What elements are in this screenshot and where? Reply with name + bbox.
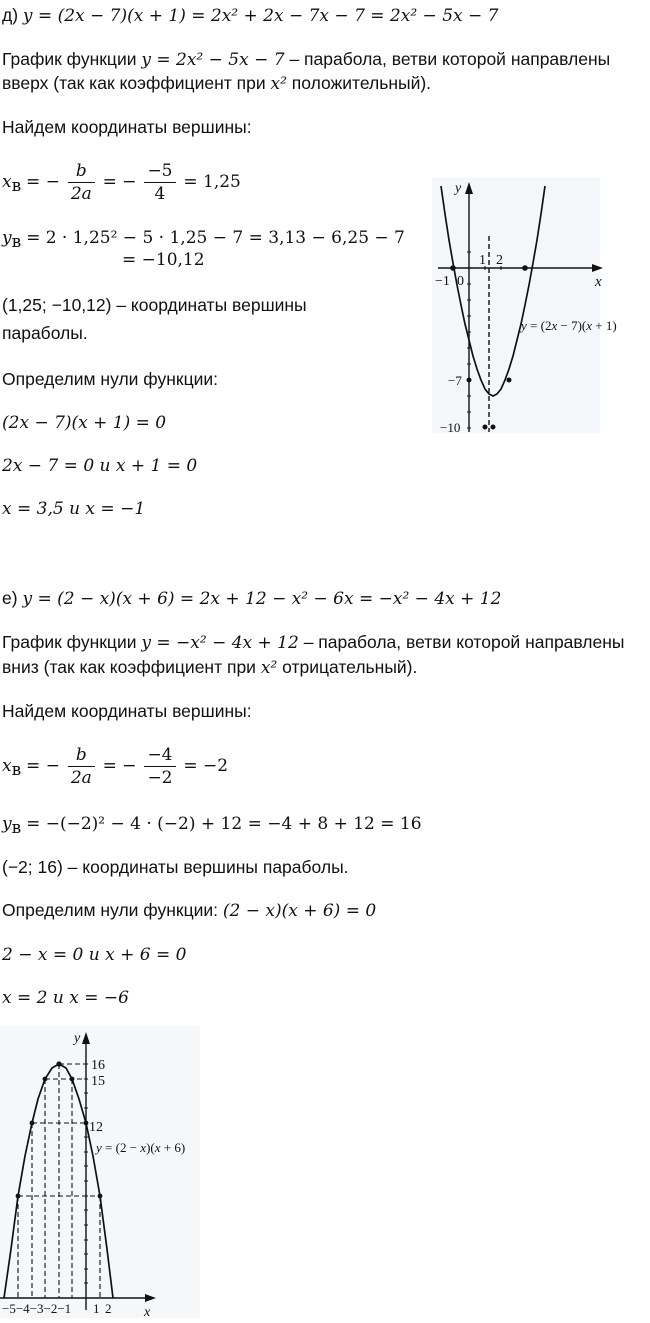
yv-symbol: y [2,228,12,248]
y-axis-label: y [74,1031,81,1046]
part-e-vertex-line: (−2; 16) – координаты вершины параболы. [2,857,349,877]
xv-subscript: в [11,176,22,197]
equals-minus: = − [102,172,137,193]
y-tick-label-neg10: −10 [440,420,461,434]
part-d-equation [2,4,498,27]
part-e-zeros-line [2,899,376,922]
zeros-equation: (2 − x)(x + 6) = 0 [222,901,377,921]
y-tick-label-12: 12 [89,1120,103,1135]
x-tick-labels: −5−4−3−2−1 [2,1301,72,1316]
xv-subscript: в [11,760,22,781]
formula: x² [270,74,287,94]
y-axis-label: y [455,181,462,196]
x-tick-label-1: 1 [479,253,486,268]
denominator: 4 [154,184,166,204]
zeros-heading: Определим нули функции: [2,900,218,920]
denominator: −2 [147,768,173,788]
part-e-label: е) [2,588,18,608]
y-tick-label-neg7: −7 [448,373,462,388]
graph-part-e [0,1024,205,1318]
equals-minus: = − [26,756,60,777]
part-d-xv-formula [2,160,241,205]
part-d-vertex-line-1: (1,25; −10,12) – координаты вершины [2,295,307,315]
yv-expression: = −(−2)² − 4 · (−2) + 12 = −4 + 8 + 12 = 16 [26,814,422,834]
part-e-equation [2,587,501,610]
formula: y = −x² − 4x + 12 [141,633,299,653]
x-tick-label-2: 2 [105,1301,112,1316]
y-tick-label-15: 15 [91,1074,105,1089]
x-tick-label-2: 2 [496,253,503,268]
text: – парабола, ветви которой направлены [303,632,625,652]
xv-symbol: x [2,172,12,193]
text: – парабола, ветви которой направлены [289,49,611,69]
fraction-b-over-2a [68,160,95,205]
numerator: b [68,744,95,767]
curve-label: y = (2 − x)(x + 6) [96,1140,186,1155]
part-e-zeros-result: x = 2 и x = −6 [2,988,129,1008]
part-d-zeros-result: x = 3,5 и x = −1 [2,499,146,519]
formula: y = 2x² − 5x − 7 [141,50,285,70]
text: График функции [2,632,137,652]
x-axis-label: x [144,1305,151,1318]
fraction-b-over-2a [68,744,95,789]
parabola-chart-e [0,1024,205,1318]
part-d-vertex-heading: Найдем координаты вершины: [2,117,252,137]
part-d-equation-formula: y = (2x − 7)(x + 1) = 2x² + 2x − 7x − 7 = 2x² − 5x − 7 [22,6,499,26]
denominator: 2a [70,768,92,788]
xv-symbol: x [2,756,12,777]
text: вниз (так как коэффициент при [2,657,256,677]
graph-background [432,178,600,433]
xv-result: = −2 [183,756,229,777]
yv-subscript: в [11,818,22,838]
text: вверх (так как коэффициент при [2,73,266,93]
part-e-zeros-split: 2 − x = 0 и x + 6 = 0 [2,945,187,965]
part-e-xv-formula [2,744,228,789]
y-tick-label-16: 16 [91,1058,105,1073]
equals-minus: = − [102,756,137,777]
numerator: b [68,160,95,183]
part-d-description-line-1 [2,48,610,71]
formula: x² [260,658,278,678]
text: График функции [2,49,137,69]
yv-expression: = 2 · 1,25² − 5 · 1,25 − 7 = 3,13 − 6,25 − 7 [26,228,405,248]
part-d-yv-formula [2,226,405,252]
x-tick-label-neg1: −1 [435,274,450,289]
equals-minus: = − [26,172,60,193]
part-e-description-line-1 [2,631,625,654]
part-d-zeros-heading: Определим нули функции: [2,369,218,389]
x-tick-label-1: 1 [93,1301,100,1316]
text: отрицательный). [282,657,418,677]
denominator: 2a [70,184,92,204]
part-d-vertex-line-2: параболы. [2,323,88,343]
part-e-equation-formula: y = (2 − x)(x + 6) = 2x + 12 − x² − 6x = −x² − 4x + 12 [22,589,502,609]
part-e-description-line-2 [2,656,417,679]
part-d-zeros-split: 2x − 7 = 0 и x + 1 = 0 [2,456,198,476]
part-e-yv-formula [2,812,422,838]
fraction-values [144,160,175,205]
yv-symbol: y [2,814,12,834]
part-e-vertex-heading: Найдем координаты вершины: [2,701,252,721]
part-d-yv-result: = −10,12 [122,250,205,270]
numerator: −4 [144,744,175,767]
part-d-description-line-2 [2,72,431,95]
text: положительный). [291,73,432,93]
part-d-label: д) [2,5,19,25]
xv-result: = 1,25 [183,172,241,193]
x-tick-label-0: 0 [457,274,464,289]
numerator: −5 [144,160,175,183]
x-axis-label: x [595,274,602,290]
fraction-values [144,744,175,789]
yv-subscript: в [11,232,22,252]
part-d-zeros-equation: (2x − 7)(x + 1) = 0 [2,413,167,433]
parabola-chart-d [432,176,650,434]
graph-part-d [432,176,650,434]
curve-label: y = (2x − 7)(x + 1) [521,318,617,333]
